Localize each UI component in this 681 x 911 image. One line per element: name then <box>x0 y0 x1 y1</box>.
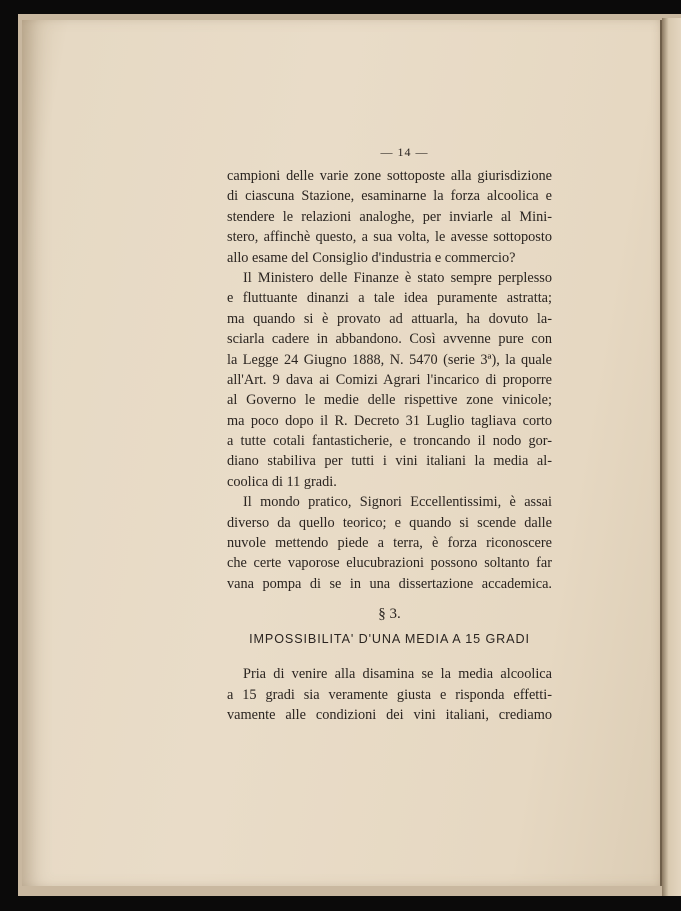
text-line: che certe vaporose elucubrazioni possono soltanto far <box>227 555 552 572</box>
page-text-block <box>227 144 552 725</box>
text-line: campioni delle varie zone sottoposte alla giurisdizione <box>227 168 552 184</box>
text-line: ma quando si è provato ad attuarla, ha dovuto la- <box>227 310 552 327</box>
page-number: — 14 — <box>380 145 429 159</box>
text-line: vana pompa di se in una dissertazione accademica. <box>227 575 552 592</box>
section-mark: § 3. <box>378 606 401 623</box>
text-line: allo esame del Consiglio d'industria e commercio? <box>227 249 516 266</box>
paragraph-3 <box>227 492 552 594</box>
text-line: a 15 gradi sia veramente giusta e risponda effetti- <box>227 686 552 703</box>
text-line: Il mondo pratico, Signori Eccellentissimi, è assai <box>243 494 552 511</box>
paragraph-1 <box>227 166 552 268</box>
paragraph-2 <box>227 268 552 492</box>
text-line: coolica di 11 gradi. <box>227 473 337 490</box>
text-line: la Legge 24 Giugno 1888, N. 5470 (serie 3ª), la quale <box>227 351 552 368</box>
text-line: diverso da quello teorico; e quando si scende dalle <box>227 514 552 531</box>
text-line: sciarla cadere in abbandono. Così avvenne pure con <box>227 331 552 348</box>
text-line: all'Art. 9 dava ai Comizi Agrari l'incarico di proporre <box>227 371 552 388</box>
text-line: stero, affinchè questo, a sua volta, le avesse sottoposto <box>227 229 552 246</box>
paragraph-4 <box>227 664 552 725</box>
text-line: ma poco dopo il R. Decreto 31 Luglio tagliava corto <box>227 412 552 429</box>
text-line: Il Ministero delle Finanze è stato sempre perplesso <box>243 269 552 286</box>
text-line: di ciascuna Stazione, esaminarne la forza alcoolica e <box>227 188 552 205</box>
text-line: stendere le relazioni analoghe, per inviarle al Mini- <box>227 208 552 225</box>
text-line: al Governo le medie delle rispettive zone vinicole; <box>227 392 552 409</box>
text-line: Pria di venire alla disamina se la media alcoolica <box>243 666 552 683</box>
section-heading: IMPOSSIBILITA' D'UNA MEDIA A 15 GRADI <box>249 632 530 647</box>
text-line: vamente alle condizioni dei vini italiani, crediamo <box>227 706 552 723</box>
next-page-edge <box>662 18 681 896</box>
text-line: nuvole mettendo piede a terra, è forza riconoscere <box>227 535 552 552</box>
text-line: e fluttuante dinanzi a tale idea puramente astratta; <box>227 290 552 307</box>
text-line: a tutte cotali fantasticherie, e troncando il nodo gor- <box>227 433 552 450</box>
text-line: diano stabiliva per tutti i vini italiani la media al- <box>227 453 552 470</box>
